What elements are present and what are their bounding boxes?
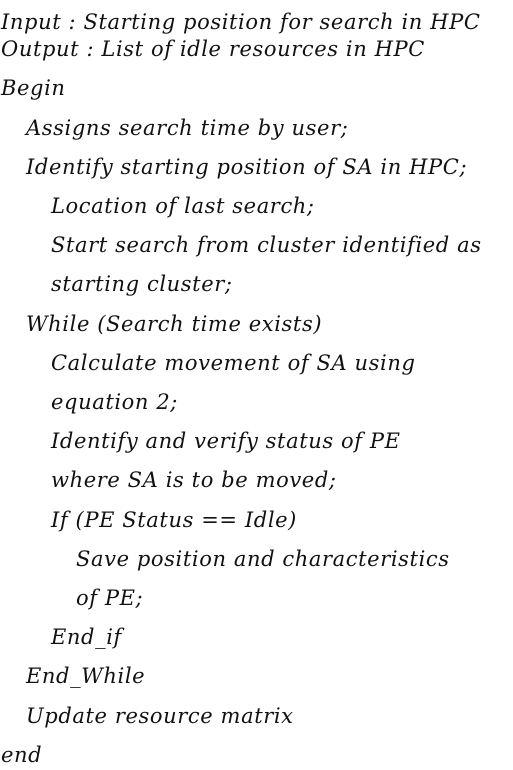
end-while-keyword: End_While [26, 664, 146, 688]
verify-status-step: Identify and verify status of PE [51, 429, 401, 453]
identify-start-step: Identify starting position of SA in HPC; [26, 155, 468, 179]
movement-step: Calculate movement of SA using [51, 351, 416, 375]
output-line: Output : List of idle resources in HPC [1, 37, 425, 61]
last-search-step: Location of last search; [51, 194, 315, 218]
save-position-step-cont: of PE; [76, 586, 144, 610]
input-line: Input : Starting position for search in HPC [1, 10, 481, 34]
begin-keyword: Begin [1, 76, 66, 100]
start-cluster-step: Start search from cluster identified as [51, 233, 482, 257]
movement-step-cont: equation 2; [51, 390, 178, 414]
update-matrix-step: Update resource matrix [26, 704, 294, 728]
end-if-keyword: End_if [51, 625, 122, 649]
assign-search-time-step: Assigns search time by user; [26, 116, 349, 140]
start-cluster-step-cont: starting cluster; [51, 272, 233, 296]
save-position-step: Save position and characteristics [76, 547, 450, 571]
while-statement: While (Search time exists) [26, 312, 323, 336]
if-statement: If (PE Status == Idle) [51, 508, 297, 532]
verify-status-step-cont: where SA is to be moved; [51, 468, 337, 492]
end-keyword: end [1, 743, 43, 767]
